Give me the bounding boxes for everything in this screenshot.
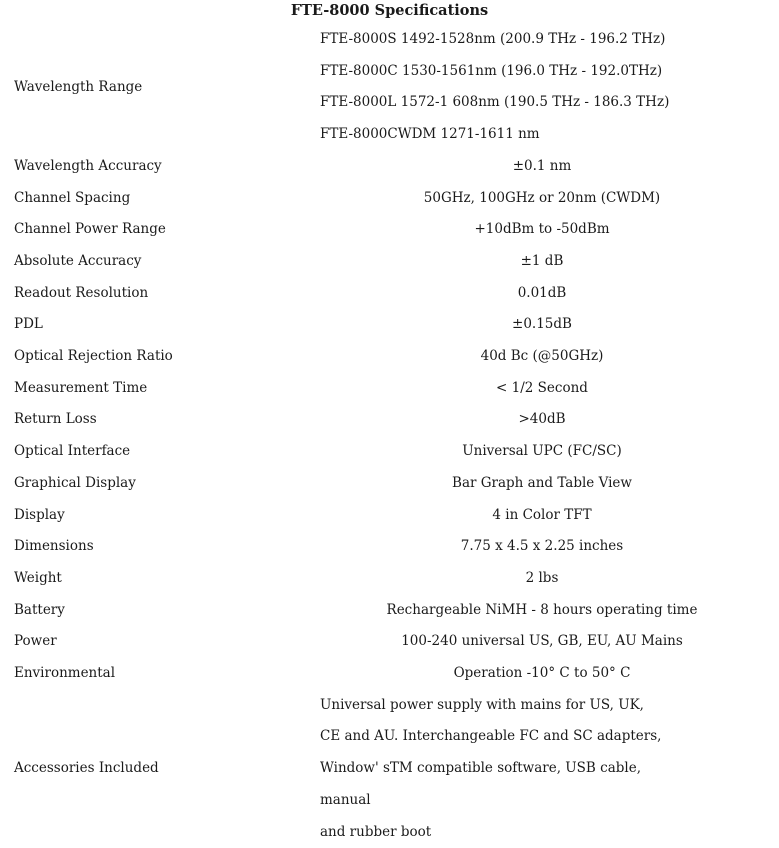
row-value: +10dBm to -50dBm	[474, 221, 610, 238]
row-label: Optical Interface	[14, 443, 131, 460]
table-row	[14, 436, 764, 468]
row-label: Accessories Included	[14, 760, 159, 777]
row-value: 100-240 universal US, GB, EU, AU Mains	[401, 633, 683, 650]
row-value: Universal UPC (FC/SC)	[462, 443, 622, 460]
row-value: ±0.15dB	[512, 316, 572, 333]
row-value: 7.75 x 4.5 x 2.25 inches	[460, 538, 624, 555]
row-value: 50GHz, 100GHz or 20nm (CWDM)	[423, 189, 661, 206]
table-row	[14, 214, 764, 246]
table-row	[14, 626, 764, 658]
row-label: Absolute Accuracy	[14, 252, 142, 269]
table-row	[14, 373, 764, 405]
table-row	[14, 151, 764, 183]
table-row	[14, 278, 764, 310]
row-value-multiline	[320, 690, 764, 848]
row-value: ±1 dB	[520, 252, 564, 269]
table-row	[14, 531, 764, 563]
table-row-wavelength-range	[14, 24, 764, 151]
row-label: Channel Spacing	[14, 189, 131, 206]
accessories-line: and rubber boot	[320, 823, 432, 840]
table-row	[14, 658, 764, 690]
accessories-line: Window' sTM compatible software, USB cable,	[320, 760, 641, 777]
wavelength-line: FTE-8000L 1572-1 608nm (190.5 THz - 186.3 THz)	[320, 94, 670, 111]
row-label: Measurement Time	[14, 379, 148, 396]
table-row	[14, 500, 764, 532]
row-value: >40dB	[518, 411, 566, 428]
row-value: Rechargeable NiMH - 8 hours operating time	[386, 601, 698, 618]
table-row	[14, 595, 764, 627]
table-row	[14, 309, 764, 341]
table-row-accessories	[14, 690, 764, 848]
table-row	[14, 563, 764, 595]
table-row	[14, 404, 764, 436]
accessories-line: Universal power supply with mains for US, UK,	[320, 696, 644, 713]
wavelength-line: FTE-8000S 1492-1528nm (200.9 THz - 196.2 THz)	[320, 31, 666, 47]
row-value: 4 in Color TFT	[492, 506, 592, 523]
row-label: PDL	[14, 316, 43, 333]
row-label: Dimensions	[14, 538, 94, 555]
row-label: Wavelength Accuracy	[14, 157, 162, 174]
row-label: Optical Rejection Ratio	[14, 348, 173, 365]
row-label: Wavelength Range	[14, 78, 143, 95]
accessories-line: manual	[320, 791, 371, 808]
accessories-line: CE and AU. Interchangeable FC and SC adapters,	[320, 728, 662, 745]
table-row	[14, 246, 764, 278]
table-row	[14, 468, 764, 500]
row-label: Readout Resolution	[14, 284, 149, 301]
row-label: Battery	[14, 601, 65, 618]
row-label: Return Loss	[14, 411, 97, 428]
wavelength-line: FTE-8000C 1530-1561nm (196.0 THz - 192.0THz)	[320, 62, 663, 79]
row-label: Environmental	[14, 665, 116, 682]
table-row	[14, 183, 764, 215]
specs-table	[14, 24, 764, 848]
row-value: Operation -10° C to 50° C	[453, 665, 631, 682]
row-label: Power	[14, 633, 57, 650]
row-value: 40d Bc (@50GHz)	[480, 348, 604, 365]
row-value: 0.01dB	[517, 284, 567, 301]
table-row	[14, 341, 764, 373]
row-label: Graphical Display	[14, 474, 136, 491]
row-label: Channel Power Range	[14, 221, 166, 238]
row-value: Bar Graph and Table View	[452, 474, 632, 491]
row-label: Display	[14, 506, 65, 523]
page-title: FTE-8000 Specifications	[290, 2, 489, 19]
row-value-multiline	[320, 24, 764, 151]
wavelength-line: FTE-8000CWDM 1271-1611 nm	[320, 126, 540, 143]
row-value: 2 lbs	[525, 569, 559, 586]
row-value: ±0.1 nm	[512, 157, 572, 174]
row-value: < 1/2 Second	[496, 379, 588, 396]
row-label: Weight	[14, 569, 62, 586]
